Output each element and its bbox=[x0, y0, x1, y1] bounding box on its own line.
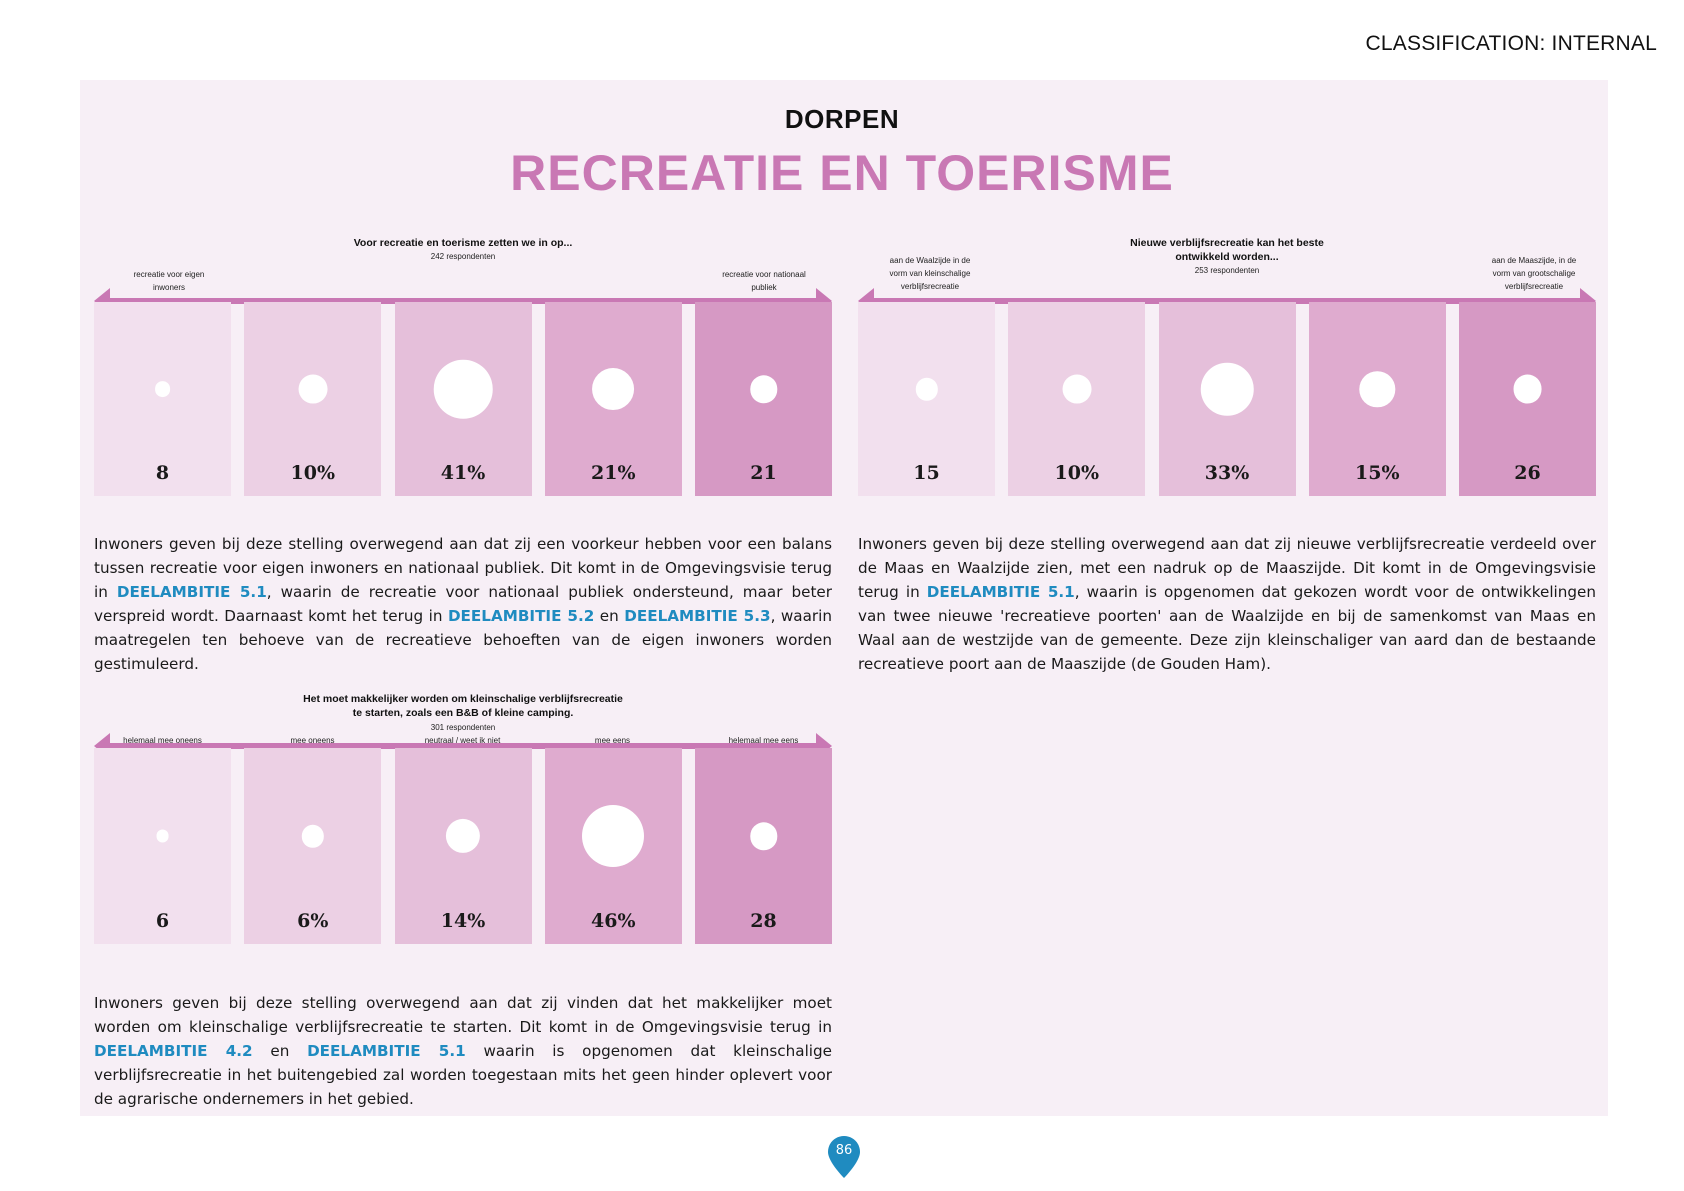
value-label: 15% bbox=[1355, 462, 1400, 484]
chart-title-line1: Nieuwe verblijfsrecreatie kan het beste bbox=[1130, 237, 1324, 249]
share-bubble bbox=[1201, 363, 1254, 416]
chart-columns bbox=[858, 302, 1596, 496]
value-label: 6 bbox=[155, 910, 170, 932]
text: , waarin maatregelen ten behoeve van de recreatieve behoeften van de eigen inwoners worden gestimuleerd. bbox=[94, 607, 833, 673]
chart-respondents: 301 respondenten bbox=[430, 723, 496, 732]
share-bubble bbox=[750, 822, 777, 849]
chart-column bbox=[1008, 302, 1145, 496]
value-label: 33% bbox=[1204, 462, 1250, 484]
value-label: 46% bbox=[591, 910, 636, 932]
chart-respondents: 253 respondenten bbox=[1194, 266, 1260, 275]
paragraph-verblijfsrecreatie bbox=[858, 532, 1596, 676]
chart-respondents: 242 respondenten bbox=[430, 252, 496, 261]
share-bubble bbox=[434, 360, 493, 419]
chart-kleinschalige-verblijfsrecreatie bbox=[94, 692, 832, 946]
deelambitie-link[interactable]: DEELAMBITIE 5.1 bbox=[116, 583, 267, 601]
value-label: 10% bbox=[1054, 462, 1099, 484]
text: Inwoners geven bij deze stelling overwegend aan dat zij een voorkeur hebben voor een balans tussen recreatie voor eigen inwoners en nationaal publiek. Dit komt in de Omgevingsvisie terug in bbox=[94, 535, 832, 601]
right-end-label-line: aan de Maaszijde, in de bbox=[1491, 256, 1577, 265]
chart-column bbox=[94, 748, 231, 944]
left-end-label-line: vorm van kleinschalige bbox=[889, 269, 971, 278]
share-bubble bbox=[592, 368, 634, 410]
right-end-label-line: publiek bbox=[751, 283, 777, 292]
value-label: 26 bbox=[1514, 462, 1541, 484]
chart-column bbox=[244, 748, 381, 944]
chart-title-line2: te starten, zoals een B&B of kleine camping. bbox=[352, 707, 574, 719]
text: Inwoners geven bij deze stelling overwegend aan dat zij nieuwe verblijfsrecreatie verdeeld over de Maas en Waalzijde zien, met een nadruk op de Maaszijde. Dit komt in de Omgevingsvisie terug in bbox=[858, 535, 1596, 601]
value-label: 10% bbox=[290, 462, 335, 484]
value-label: 41% bbox=[440, 462, 486, 484]
chart-recreatie-focus bbox=[94, 236, 832, 498]
value-label: 14% bbox=[440, 910, 486, 932]
section-super-title: DORPEN bbox=[784, 104, 900, 134]
category-label: neutraal / weet ik niet bbox=[424, 736, 501, 745]
left-end-label-line: inwoners bbox=[152, 283, 185, 292]
paragraph-kleinschalig bbox=[94, 991, 832, 1111]
text: en bbox=[594, 607, 625, 625]
paragraph-recreatie bbox=[94, 532, 832, 676]
right-end-label-line: verblijfsrecreatie bbox=[1504, 282, 1564, 291]
share-bubble bbox=[750, 376, 777, 403]
category-label: mee oneens bbox=[290, 736, 335, 745]
deelambitie-link[interactable]: DEELAMBITIE 5.1 bbox=[307, 1042, 466, 1060]
chart-column bbox=[1309, 302, 1446, 496]
classification-label: CLASSIFICATION: INTERNAL bbox=[1365, 32, 1657, 55]
chart-verblijfsrecreatie-locatie bbox=[858, 236, 1596, 498]
category-label: mee eens bbox=[594, 736, 631, 745]
share-bubble bbox=[1513, 375, 1542, 404]
page-title: RECREATIE EN TOERISME bbox=[510, 145, 1174, 201]
chart-column bbox=[395, 748, 532, 944]
text: Inwoners geven bij deze stelling overwegend aan dat zij vinden dat het makkelijker moet worden om kleinschalige verblijfsrecreatie te starten. Dit komt in de Omgevingsvisie terug in bbox=[94, 994, 832, 1036]
share-bubble bbox=[156, 830, 169, 843]
value-label: 28 bbox=[750, 910, 777, 932]
value-label: 15 bbox=[913, 462, 940, 484]
share-bubble bbox=[915, 378, 937, 400]
share-bubble bbox=[582, 805, 644, 867]
share-bubble bbox=[155, 381, 171, 397]
chart-column bbox=[395, 302, 532, 496]
chart-column bbox=[695, 302, 832, 496]
deelambitie-link[interactable]: DEELAMBITIE 4.2 bbox=[94, 1042, 253, 1060]
left-end-label-line: aan de Waalzijde in de bbox=[889, 256, 971, 265]
chart-column bbox=[1159, 302, 1296, 496]
value-label: 21% bbox=[591, 462, 636, 484]
chart-column bbox=[545, 748, 682, 944]
value-label: 6% bbox=[297, 910, 329, 932]
share-bubble bbox=[302, 825, 324, 847]
share-bubble bbox=[298, 375, 327, 404]
deelambitie-link[interactable]: DEELAMBITIE 5.3 bbox=[624, 607, 771, 625]
chart-column bbox=[695, 748, 832, 944]
chart-column bbox=[244, 302, 381, 496]
value-label: 8 bbox=[155, 462, 170, 484]
chart-title: Voor recreatie en toerisme zetten we in op... bbox=[353, 237, 573, 249]
share-bubble bbox=[446, 819, 480, 853]
text: , waarin de recreatie voor nationaal publiek ondersteund, maar beter verspreid wordt. Daarnaast komt het terug in bbox=[94, 583, 832, 625]
deelambitie-link[interactable]: DEELAMBITIE 5.1 bbox=[926, 583, 1075, 601]
chart-columns bbox=[94, 748, 832, 944]
right-end-label-line: recreatie voor nationaal bbox=[722, 270, 806, 279]
category-label: helemaal mee eens bbox=[728, 736, 799, 745]
left-end-label-line: recreatie voor eigen bbox=[133, 270, 205, 279]
chart-title-line1: Het moet makkelijker worden om kleinschalige verblijfsrecreatie bbox=[303, 693, 623, 705]
text: waarin is opgenomen dat kleinschalige verblijfsrecreatie in het buitengebied zal worden toegestaan mits het geen hinder oplevert voor de agrarische ondernemers in het gebied. bbox=[94, 1042, 832, 1108]
deelambitie-link[interactable]: DEELAMBITIE 5.2 bbox=[447, 607, 595, 625]
chart-column bbox=[1459, 302, 1596, 496]
chart-columns bbox=[94, 302, 832, 496]
text: , waarin is opgenomen dat gekozen wordt voor de ontwikkelingen van twee nieuwe 'recreatieve poorten' aan de Waalzijde en bij de samenkomst van Maas en Waal aan de westzijde van de gemeente. Deze zijn kleinschaliger van aard dan de bestaande recreatieve poort aan de Maaszijde (de Gouden Ham). bbox=[858, 583, 1597, 673]
text: en bbox=[252, 1042, 308, 1060]
chart-column bbox=[545, 302, 682, 496]
page-number: 86 bbox=[835, 1143, 853, 1158]
chart-title-line2: ontwikkeld worden... bbox=[1175, 251, 1279, 263]
left-end-label-line: verblijfsrecreatie bbox=[900, 282, 960, 291]
category-label: helemaal mee oneens bbox=[123, 736, 202, 745]
chart-column bbox=[858, 302, 995, 496]
share-bubble bbox=[1360, 372, 1395, 407]
share-bubble bbox=[1062, 375, 1091, 404]
chart-column bbox=[94, 302, 231, 496]
right-end-label-line: vorm van grootschalige bbox=[1492, 269, 1576, 278]
value-label: 21 bbox=[750, 462, 777, 484]
